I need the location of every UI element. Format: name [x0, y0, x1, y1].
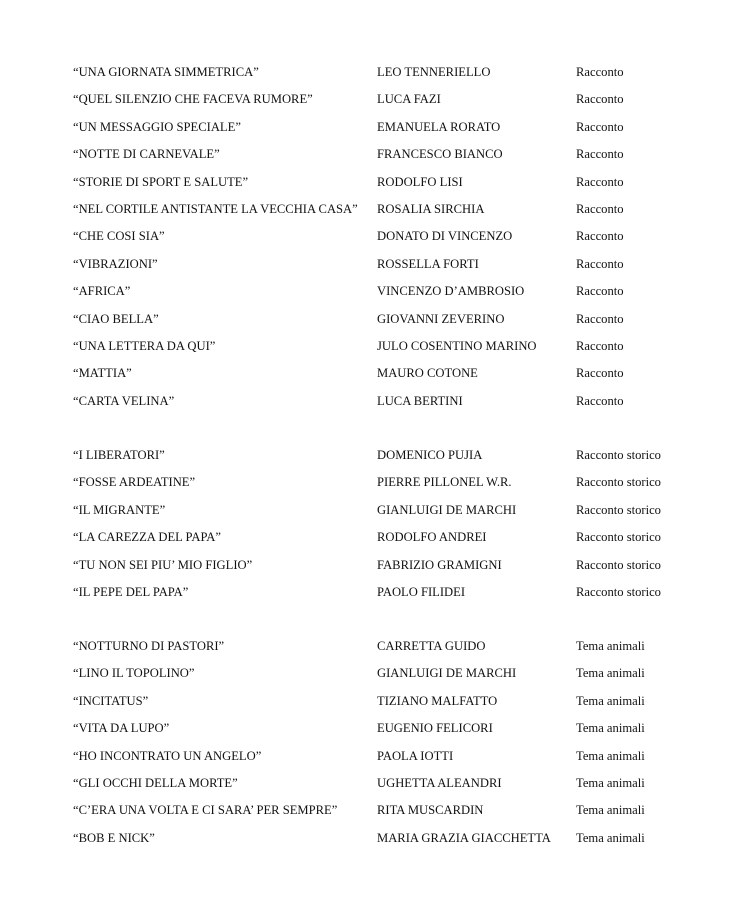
entry-author: LUCA BERTINI — [377, 393, 463, 408]
entry-category: Racconto — [576, 393, 624, 408]
entry-category: Racconto — [576, 119, 624, 134]
entry-author: EMANUELA RORATO — [377, 119, 501, 134]
entry-title: “I LIBERATORI” — [73, 448, 165, 462]
entry-category: Tema animali — [576, 666, 645, 681]
entry-title: “NOTTURNO DI PASTORI” — [73, 639, 225, 653]
entry-title: “UN MESSAGGIO SPECIALE” — [73, 119, 241, 134]
entry-author: GIANLUIGI DE MARCHI — [377, 666, 517, 681]
entry-row — [0, 474, 756, 501]
entry-author: DONATO DI VINCENZO — [377, 229, 513, 244]
entry-author: RODOLFO LISI — [377, 174, 463, 189]
entry-author: GIANLUIGI DE MARCHI — [377, 502, 517, 517]
entry-author: PAOLO FILIDEI — [377, 584, 466, 599]
entry-row — [0, 830, 756, 857]
section-tema-animali — [0, 638, 756, 857]
entry-row — [0, 256, 756, 283]
entry-title: “INCITATUS” — [73, 693, 149, 708]
entry-category: Racconto storico — [576, 448, 661, 462]
entry-row — [0, 638, 756, 665]
entry-row — [0, 693, 756, 720]
entry-title: “UNA LETTERA DA QUI” — [73, 338, 216, 353]
entry-row — [0, 529, 756, 556]
entry-category: Racconto — [576, 229, 624, 244]
entry-row — [0, 557, 756, 584]
entry-title: “C’ERA UNA VOLTA E CI SARA’ PER SEMPRE” — [73, 803, 338, 818]
entry-row — [0, 393, 756, 420]
entry-title: “FOSSE ARDEATINE” — [73, 475, 196, 490]
entry-title: “CIAO BELLA” — [73, 311, 159, 326]
entry-row — [0, 64, 756, 91]
entry-title: “CARTA VELINA” — [73, 393, 175, 408]
entry-author: RITA MUSCARDIN — [377, 803, 484, 818]
entry-title: “GLI OCCHI DELLA MORTE” — [73, 775, 238, 790]
entry-category: Racconto — [576, 284, 624, 299]
entry-title: “UNA GIORNATA SIMMETRICA” — [73, 65, 259, 79]
entry-author: UGHETTA ALEANDRI — [377, 775, 502, 790]
entry-title: “BOB E NICK” — [73, 830, 155, 845]
entry-category: Racconto storico — [576, 530, 661, 545]
entry-category: Racconto — [576, 201, 624, 216]
entry-category: Tema animali — [576, 693, 645, 708]
entry-title: “TU NON SEI PIU’ MIO FIGLIO” — [73, 557, 253, 572]
entry-row — [0, 584, 756, 611]
entry-category: Racconto — [576, 366, 624, 381]
entry-category: Racconto — [576, 256, 624, 271]
entry-row — [0, 775, 756, 802]
entry-row — [0, 502, 756, 529]
entry-row — [0, 201, 756, 228]
entry-category: Racconto — [576, 311, 624, 326]
entry-title: “HO INCONTRATO UN ANGELO” — [73, 748, 262, 763]
entry-row — [0, 174, 756, 201]
entry-category: Racconto storico — [576, 475, 661, 490]
entry-row — [0, 91, 756, 118]
entry-row — [0, 338, 756, 365]
entry-category: Racconto — [576, 174, 624, 189]
entry-author: PIERRE PILLONEL W.R. — [377, 475, 512, 490]
entry-category: Racconto storico — [576, 557, 661, 572]
entry-title: “VITA DA LUPO” — [73, 721, 170, 736]
entry-row — [0, 119, 756, 146]
entry-author: CARRETTA GUIDO — [377, 639, 486, 653]
entry-author: LEO TENNERIELLO — [377, 65, 491, 79]
entry-row — [0, 665, 756, 692]
entry-author: DOMENICO PUJIA — [377, 448, 483, 462]
entry-author: ROSALIA SIRCHIA — [377, 201, 485, 216]
entry-row — [0, 447, 756, 474]
entry-title: “CHE COSI SIA” — [73, 229, 165, 244]
entry-row — [0, 802, 756, 829]
entry-category: Tema animali — [576, 748, 645, 763]
entry-category: Racconto — [576, 338, 624, 353]
entry-author: MAURO COTONE — [377, 366, 478, 381]
entry-title: “NEL CORTILE ANTISTANTE LA VECCHIA CASA” — [73, 201, 358, 216]
entry-category: Tema animali — [576, 803, 645, 818]
entry-title: “STORIE DI SPORT E SALUTE” — [73, 174, 249, 189]
entry-row — [0, 720, 756, 747]
entry-title: “NOTTE DI CARNEVALE” — [73, 147, 220, 162]
entry-author: FRANCESCO BIANCO — [377, 147, 503, 162]
entry-title: “IL MIGRANTE” — [73, 502, 166, 517]
section-racconto — [0, 64, 756, 420]
entry-title: “VIBRAZIONI” — [73, 256, 158, 271]
entry-title: “LA CAREZZA DEL PAPA” — [73, 530, 221, 545]
entry-author: FABRIZIO GRAMIGNI — [377, 557, 502, 572]
entry-author: RODOLFO ANDREI — [377, 530, 487, 545]
entry-title: “AFRICA” — [73, 284, 131, 299]
entry-category: Racconto storico — [576, 502, 661, 517]
entry-row — [0, 146, 756, 173]
entry-author: TIZIANO MALFATTO — [377, 693, 498, 708]
entry-row — [0, 228, 756, 255]
entry-row — [0, 283, 756, 310]
entry-category: Tema animali — [576, 830, 645, 845]
entry-author: VINCENZO D’AMBROSIO — [377, 284, 525, 299]
entry-category: Racconto — [576, 65, 624, 79]
entry-title: “LINO IL TOPOLINO” — [73, 666, 195, 681]
entry-category: Racconto — [576, 147, 624, 162]
entry-row — [0, 311, 756, 338]
entry-author: MARIA GRAZIA GIACCHETTA — [377, 830, 551, 845]
entry-category: Tema animali — [576, 639, 645, 653]
entry-category: Racconto storico — [576, 584, 661, 599]
entry-title: “QUEL SILENZIO CHE FACEVA RUMORE” — [73, 92, 313, 107]
entry-author: PAOLA IOTTI — [377, 748, 454, 763]
entry-author: ROSSELLA FORTI — [377, 256, 479, 271]
entry-category: Racconto — [576, 92, 624, 107]
entry-title: “IL PEPE DEL PAPA” — [73, 584, 189, 599]
entry-row — [0, 365, 756, 392]
entry-author: EUGENIO FELICORI — [377, 721, 493, 736]
entry-category: Tema animali — [576, 775, 645, 790]
entry-author: LUCA FAZI — [377, 92, 441, 107]
entry-author: GIOVANNI ZEVERINO — [377, 311, 505, 326]
entry-author: JULO COSENTINO MARINO — [377, 338, 537, 353]
section-racconto-storico — [0, 447, 756, 611]
entry-category: Tema animali — [576, 721, 645, 736]
entry-title: “MATTIA” — [73, 366, 132, 381]
entry-row — [0, 748, 756, 775]
